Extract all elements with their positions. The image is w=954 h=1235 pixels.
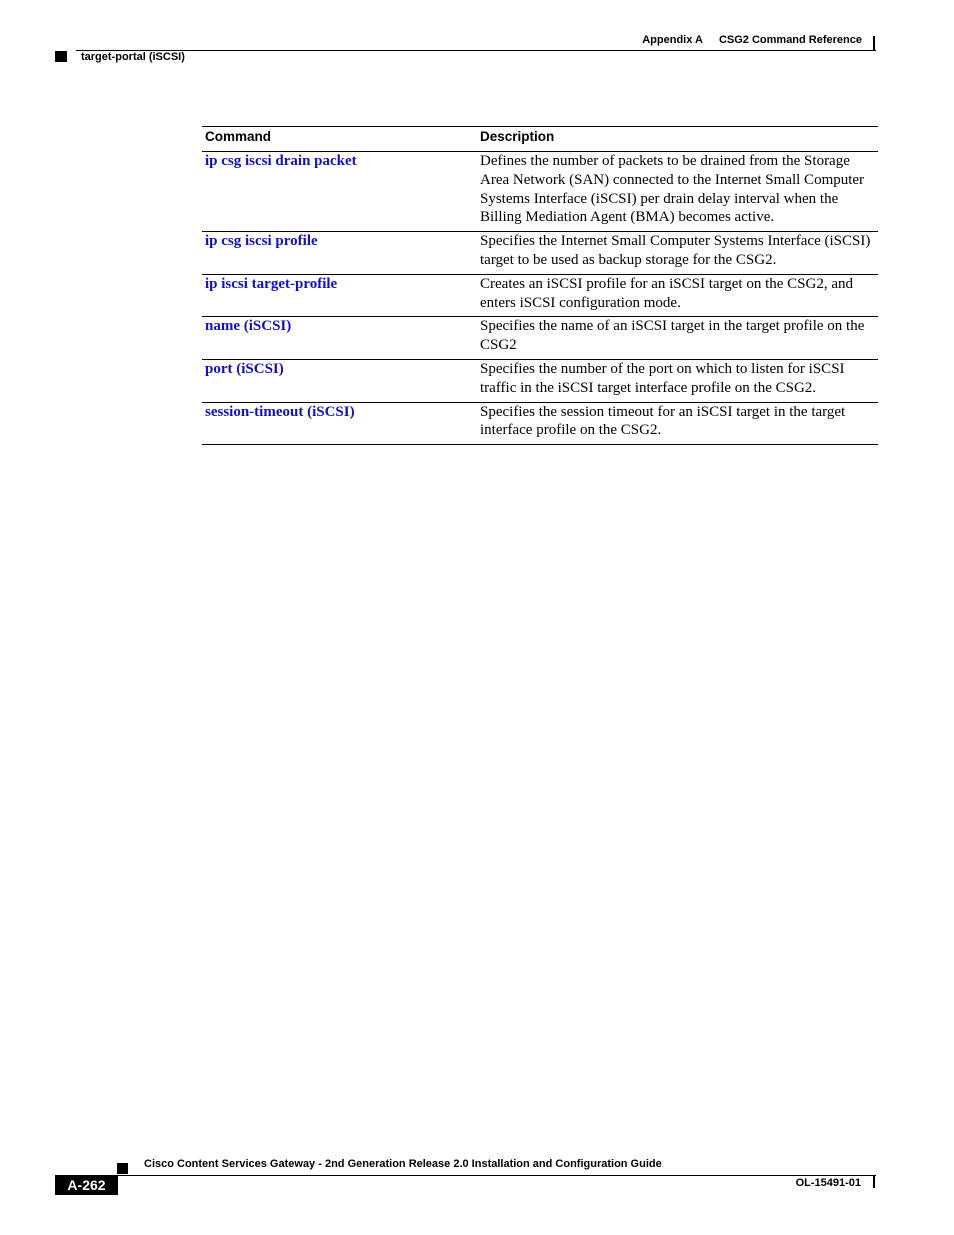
footer-tick	[873, 1175, 875, 1188]
table-row	[202, 359, 878, 402]
header-rule	[76, 50, 876, 51]
command-link-ip-iscsi-target-profile[interactable]: ip iscsi target-profile	[205, 275, 338, 292]
command-cell	[202, 402, 480, 445]
column-header-command: Command	[205, 129, 272, 144]
header-chapter: CSG2 Command Reference	[718, 34, 862, 46]
description-cell: Specifies the number of the port on which to listen for iSCSI traffic in the iSCSI target interface profile on the CSG2.	[480, 360, 845, 396]
page-number: A-262	[55, 1175, 118, 1195]
footer-doc-id: OL-15491-01	[795, 1177, 861, 1189]
command-cell	[202, 152, 480, 232]
command-link-session-timeout-iscsi[interactable]: session-timeout (iSCSI)	[205, 403, 355, 420]
command-link-ip-csg-iscsi-profile[interactable]: ip csg iscsi profile	[205, 233, 318, 250]
table-header-row	[202, 127, 878, 152]
header-marker-square	[55, 51, 67, 62]
footer-book-title: Cisco Content Services Gateway - 2nd Generation Release 2.0 Installation and Configuration Guide	[144, 1158, 662, 1170]
command-link-ip-csg-iscsi-drain-packet[interactable]: ip csg iscsi drain packet	[205, 153, 357, 169]
description-cell: Specifies the Internet Small Computer Systems Interface (iSCSI) target to be used as backup storage for the CSG2.	[480, 233, 871, 268]
table-row	[202, 232, 878, 275]
description-cell: Defines the number of packets to be drained from the Storage Area Network (SAN) connected to the Internet Small Computer Systems Interface (iSCSI) per drain delay interval when the Billing Mediation Agent (BMA) becomes active.	[480, 153, 865, 226]
running-header	[642, 34, 862, 46]
table-row	[202, 274, 878, 317]
command-link-port-iscsi[interactable]: port (iSCSI)	[205, 360, 284, 377]
description-cell: Specifies the name of an iSCSI target in the target profile on the CSG2	[480, 318, 865, 354]
description-cell: Creates an iSCSI profile for an iSCSI target on the CSG2, and enters iSCSI configuration mode.	[480, 275, 854, 311]
table-row	[202, 152, 878, 232]
table-row	[202, 402, 878, 445]
header-appendix: Appendix A	[642, 34, 703, 46]
footer-marker-square	[117, 1163, 128, 1174]
description-cell: Specifies the session timeout for an iSCSI target in the target interface profile on the CSG2.	[480, 403, 846, 439]
command-cell	[202, 274, 480, 317]
command-link-name-iscsi[interactable]: name (iSCSI)	[205, 318, 292, 335]
command-cell	[202, 232, 480, 275]
table-row	[202, 317, 878, 360]
header-section: target-portal (iSCSI)	[81, 51, 185, 63]
command-cell	[202, 359, 480, 402]
footer-rule	[76, 1175, 876, 1176]
related-commands-table	[202, 126, 878, 445]
header-tick	[873, 36, 875, 51]
column-header-description: Description	[480, 129, 555, 144]
command-cell	[202, 317, 480, 360]
